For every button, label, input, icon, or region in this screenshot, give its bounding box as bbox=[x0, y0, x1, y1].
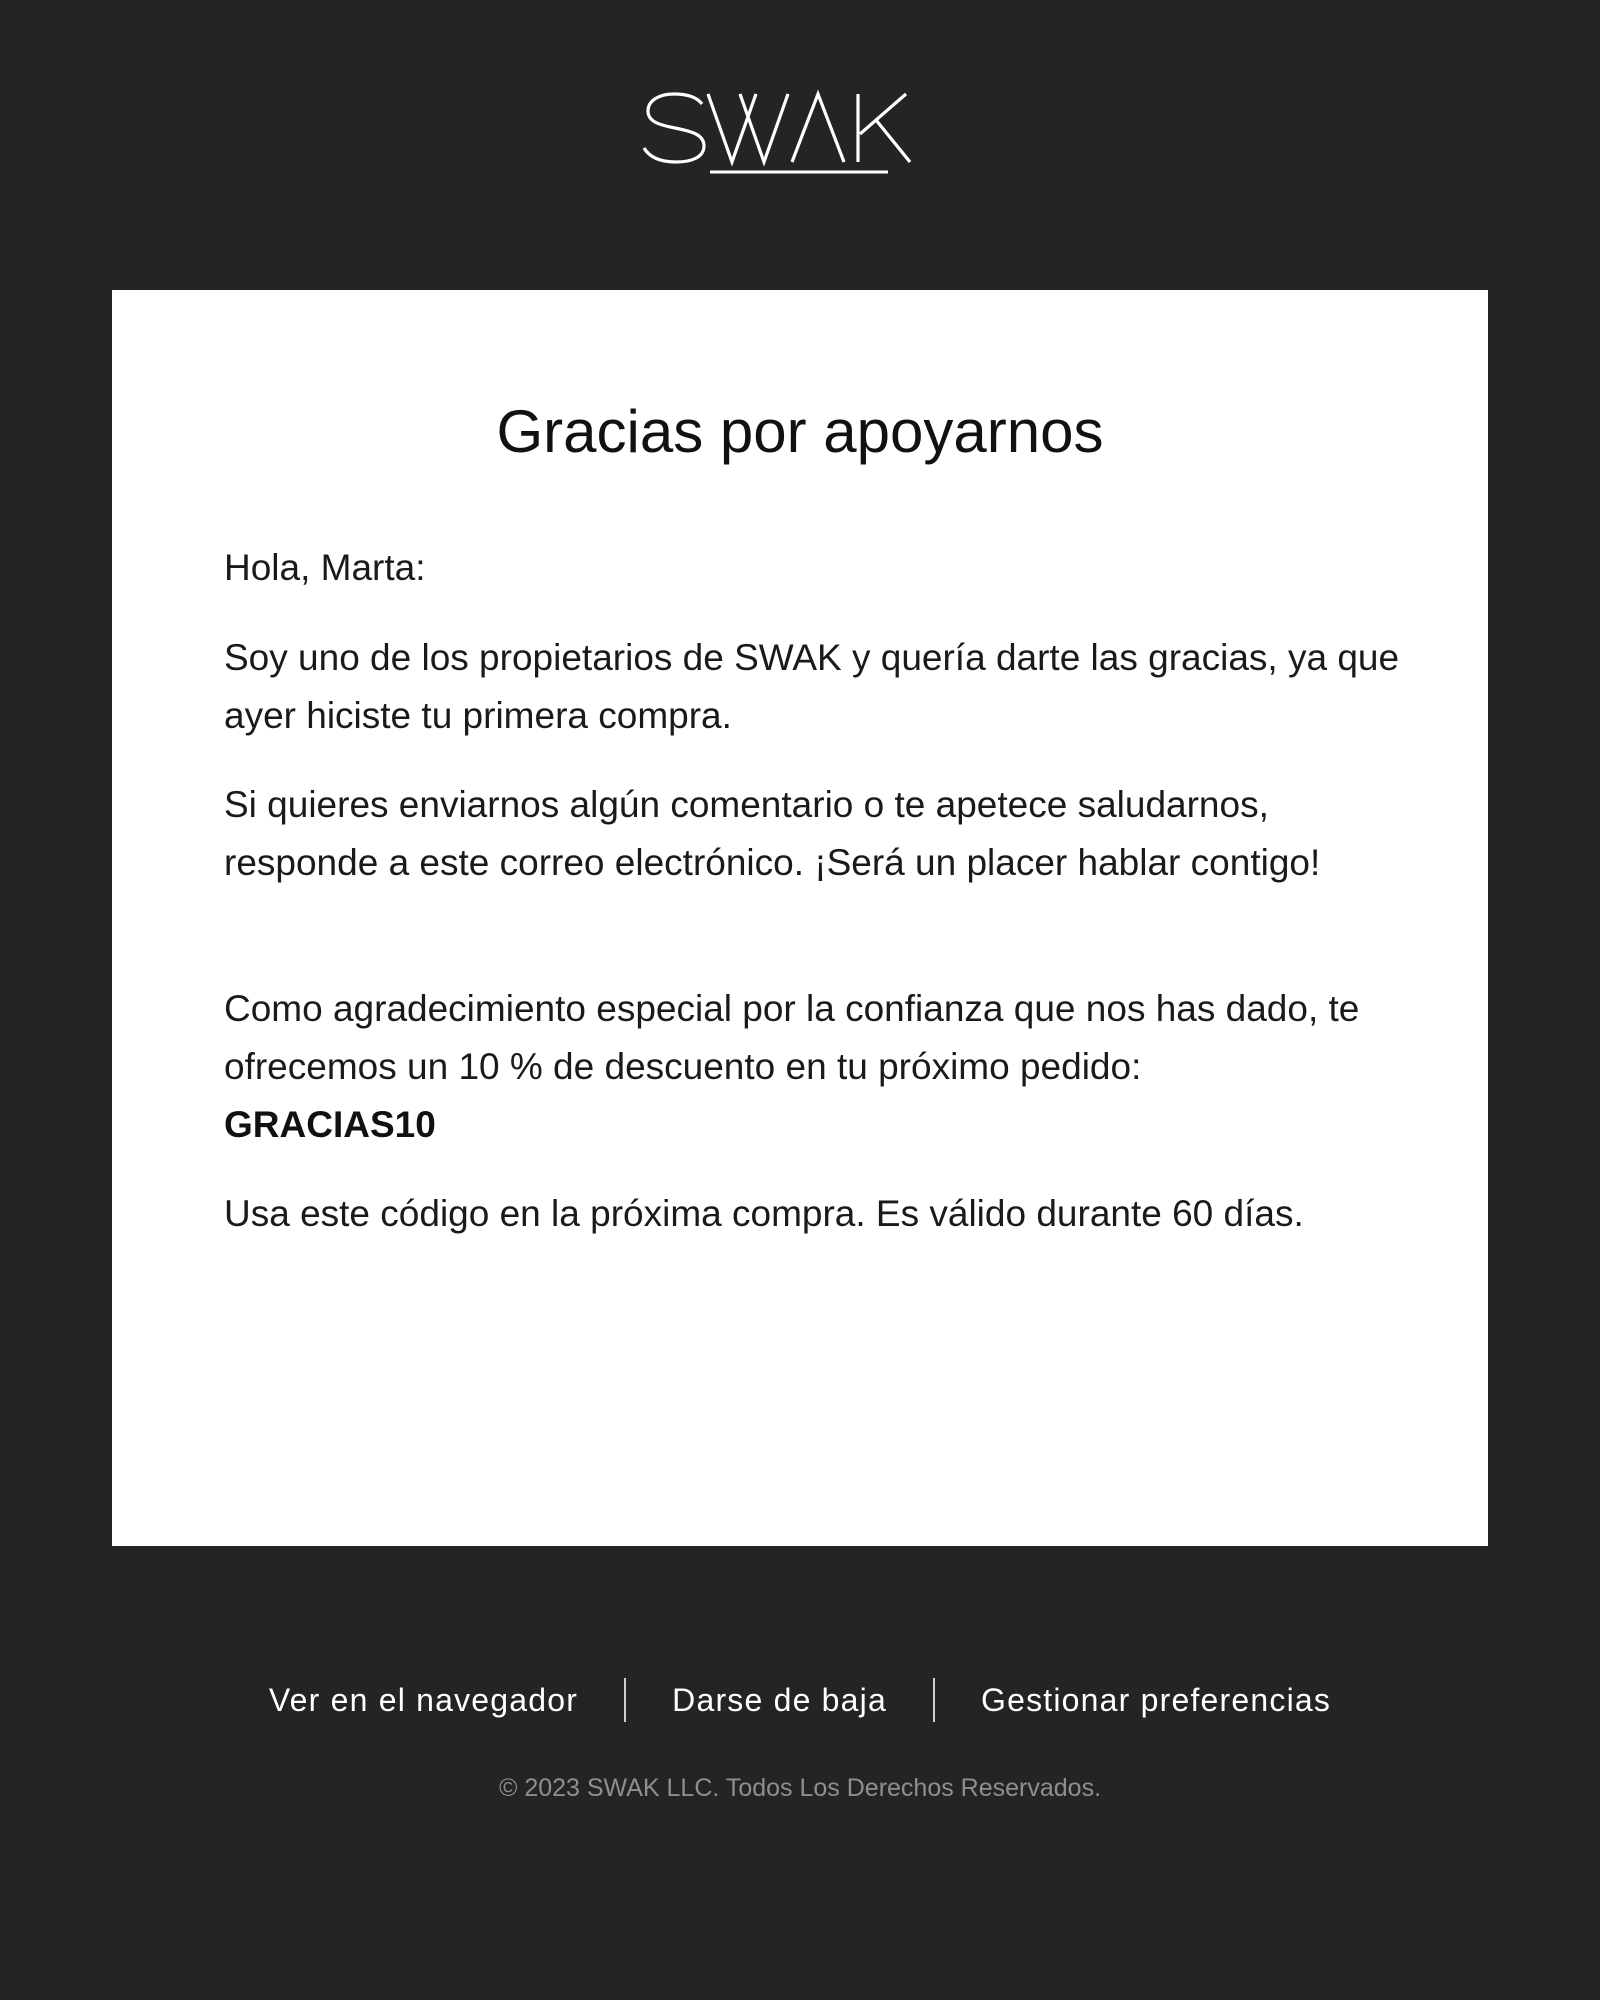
view-in-browser-link[interactable]: Ver en el navegador bbox=[268, 1681, 579, 1718]
footer-divider bbox=[624, 1678, 626, 1722]
copyright-text: © 2023 SWAK LLC. Todos Los Derechos Reservados. bbox=[498, 1774, 1102, 1802]
code-validity-paragraph: Usa este código en la próxima compra. Es válido durante 60 días. bbox=[224, 1193, 1304, 1234]
manage-preferences-link[interactable]: Gestionar preferencias bbox=[980, 1681, 1332, 1718]
footer-divider bbox=[933, 1678, 935, 1722]
discount-code[interactable]: GRACIAS10 bbox=[224, 1104, 436, 1145]
unsubscribe-link[interactable]: Darse de baja bbox=[672, 1681, 887, 1718]
footer-links bbox=[0, 1670, 1600, 1730]
discount-paragraph bbox=[224, 980, 1404, 1154]
email-card bbox=[112, 290, 1488, 1546]
feedback-paragraph: Si quieres enviarnos algún comentario o te apetece saludarnos, responde a este correo electrónico. ¡Será un placer hablar contigo! bbox=[224, 784, 1321, 883]
swak-logo[interactable] bbox=[640, 88, 960, 178]
email-title: Gracias por apoyarnos bbox=[496, 398, 1104, 465]
greeting-text: Hola, Marta: bbox=[224, 547, 426, 588]
swak-logo-mark bbox=[640, 88, 960, 178]
thanks-paragraph: Soy uno de los propietarios de SWAK y quería darte las gracias, ya que ayer hiciste tu primera compra. bbox=[224, 637, 1400, 736]
discount-text: Como agradecimiento especial por la confianza que nos has dado, te ofrecemos un 10 % de descuento en tu próximo pedido: bbox=[224, 988, 1360, 1087]
email-header bbox=[0, 0, 1600, 290]
